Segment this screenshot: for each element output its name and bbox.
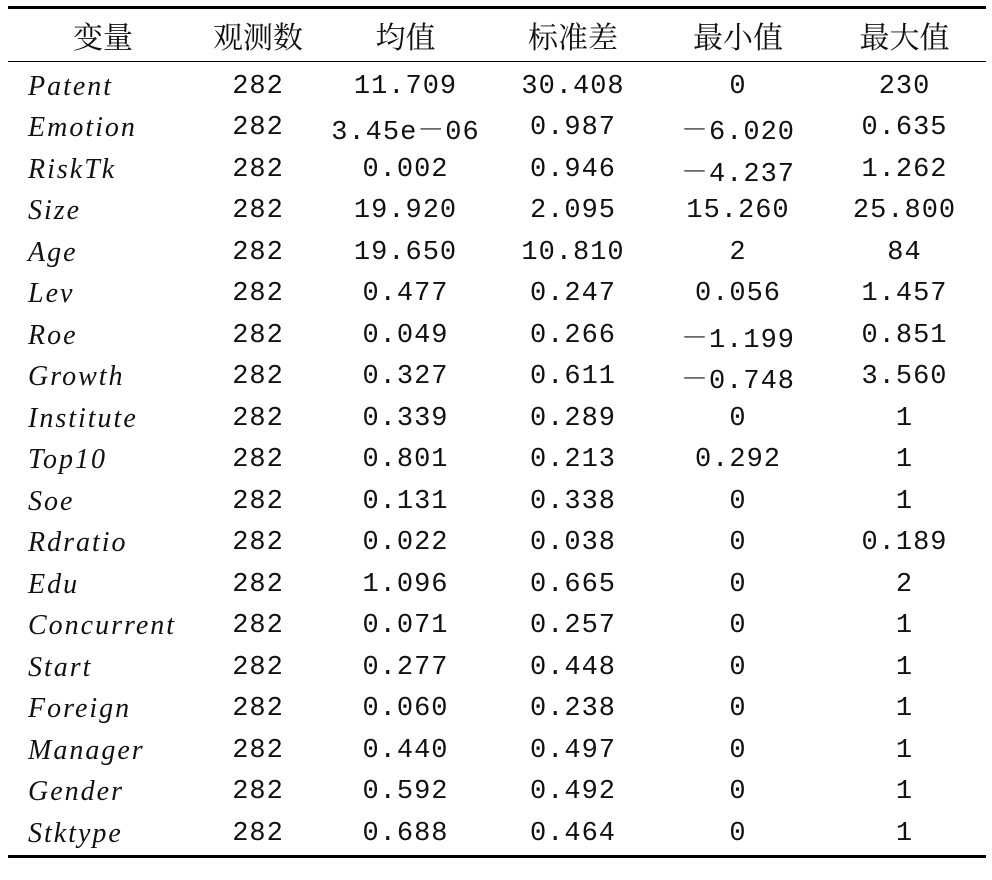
table-row xyxy=(8,606,986,648)
cell-observations: 282 xyxy=(232,652,284,683)
cell-mean: 0.071 xyxy=(362,611,449,642)
descriptive-statistics-table xyxy=(8,6,986,858)
table-row xyxy=(8,564,986,606)
cell-mean: 3.45e－06 xyxy=(331,118,480,149)
cell-max: 1 xyxy=(895,694,914,725)
cell-std-dev: 0.266 xyxy=(529,320,616,351)
cell-variable: Roe xyxy=(28,319,78,351)
cell-mean: 0.060 xyxy=(362,694,449,725)
cell-variable: Concurrent xyxy=(28,610,177,642)
cell-observations: 282 xyxy=(232,694,284,725)
cell-std-dev: 2.095 xyxy=(529,196,616,227)
cell-min: 0 xyxy=(729,611,747,642)
cell-std-dev: 0.946 xyxy=(529,154,616,185)
cell-mean: 19.920 xyxy=(353,196,458,227)
cell-std-dev: 0.257 xyxy=(529,611,616,642)
table-row xyxy=(8,191,986,233)
cell-std-dev: 0.289 xyxy=(529,403,616,434)
table-row xyxy=(8,315,986,357)
cell-max: 2 xyxy=(895,569,914,600)
cell-mean: 0.049 xyxy=(362,320,449,351)
cell-variable: Patent xyxy=(28,70,114,102)
cell-max: 1.262 xyxy=(861,154,948,185)
cell-max: 1 xyxy=(895,652,914,683)
cell-max: 84 xyxy=(887,237,922,268)
cell-min: 0 xyxy=(729,486,747,517)
cell-std-dev: 0.247 xyxy=(529,279,616,310)
cell-max: 0.851 xyxy=(861,320,948,351)
cell-variable: Emotion xyxy=(28,112,137,144)
table-row xyxy=(8,232,986,274)
cell-variable: Institute xyxy=(28,402,138,434)
cell-variable: Lev xyxy=(28,278,75,310)
cell-mean: 0.477 xyxy=(362,279,449,310)
cell-observations: 282 xyxy=(232,735,284,766)
cell-observations: 282 xyxy=(232,569,284,600)
cell-mean: 0.592 xyxy=(362,777,449,808)
header-std-dev: 标准差 xyxy=(528,21,618,56)
cell-observations: 282 xyxy=(232,528,284,559)
cell-variable: Size xyxy=(28,195,82,227)
cell-variable: Start xyxy=(28,651,93,683)
cell-max: 1 xyxy=(895,445,914,476)
cell-variable: Growth xyxy=(28,361,125,393)
cell-min: 0 xyxy=(729,403,747,434)
table-row xyxy=(8,274,986,316)
table-row xyxy=(8,689,986,731)
header-mean: 均值 xyxy=(375,21,436,56)
cell-max: 0.635 xyxy=(861,113,948,144)
stats-table-body xyxy=(8,62,986,855)
cell-min: 0 xyxy=(729,735,747,766)
cell-max: 1 xyxy=(895,818,914,849)
cell-mean: 11.709 xyxy=(353,71,458,102)
cell-std-dev: 10.810 xyxy=(521,237,625,268)
cell-std-dev: 0.213 xyxy=(529,445,616,476)
cell-mean: 0.327 xyxy=(362,362,449,393)
table-row xyxy=(8,149,986,191)
cell-mean: 0.277 xyxy=(362,652,449,683)
header-min: 最小值 xyxy=(693,21,783,56)
table-row xyxy=(8,62,986,108)
cell-min: －4.237 xyxy=(680,159,795,190)
cell-observations: 282 xyxy=(232,486,284,517)
stats-table xyxy=(8,9,986,61)
cell-min: 0 xyxy=(729,569,747,600)
cell-min: 0 xyxy=(729,777,747,808)
cell-mean: 0.022 xyxy=(362,528,449,559)
cell-observations: 282 xyxy=(232,113,284,144)
cell-mean: 19.650 xyxy=(353,237,458,268)
cell-std-dev: 0.038 xyxy=(529,528,616,559)
cell-observations: 282 xyxy=(232,362,284,393)
cell-min: －1.199 xyxy=(680,325,795,356)
cell-variable: Gender xyxy=(28,776,124,808)
table-row xyxy=(8,398,986,440)
cell-mean: 0.131 xyxy=(362,486,449,517)
table-row xyxy=(8,440,986,482)
cell-max: 230 xyxy=(878,71,931,102)
table-row xyxy=(8,357,986,399)
table-row xyxy=(8,647,986,689)
cell-std-dev: 0.611 xyxy=(529,362,616,393)
cell-variable: Foreign xyxy=(28,693,132,725)
cell-observations: 282 xyxy=(232,279,284,310)
cell-mean: 0.801 xyxy=(362,445,449,476)
header-row xyxy=(8,9,986,61)
table-row xyxy=(8,108,986,150)
cell-observations: 282 xyxy=(232,196,284,227)
cell-min: 0 xyxy=(729,818,747,849)
cell-max: 0.189 xyxy=(861,528,948,559)
header-observations: 观测数 xyxy=(213,21,303,56)
cell-min: －0.748 xyxy=(680,367,795,398)
cell-observations: 282 xyxy=(232,237,284,268)
cell-std-dev: 0.497 xyxy=(529,735,616,766)
cell-mean: 0.339 xyxy=(362,403,449,434)
cell-observations: 282 xyxy=(232,320,284,351)
cell-std-dev: 0.492 xyxy=(529,777,616,808)
cell-max: 1.457 xyxy=(861,279,948,310)
cell-min: －6.020 xyxy=(680,118,795,149)
cell-std-dev: 0.238 xyxy=(529,694,616,725)
cell-variable: Stktype xyxy=(28,817,123,849)
header-max: 最大值 xyxy=(859,21,950,56)
cell-observations: 282 xyxy=(232,403,284,434)
cell-min: 0.056 xyxy=(694,279,781,310)
cell-variable: Manager xyxy=(28,734,145,766)
cell-variable: Rdratio xyxy=(28,527,128,559)
cell-variable: Top10 xyxy=(28,444,108,476)
cell-min: 0 xyxy=(729,652,747,683)
cell-min: 0 xyxy=(729,528,747,559)
cell-max: 1 xyxy=(895,403,914,434)
cell-observations: 282 xyxy=(232,71,284,102)
cell-observations: 282 xyxy=(232,818,284,849)
cell-std-dev: 30.408 xyxy=(521,71,625,102)
cell-observations: 282 xyxy=(232,777,284,808)
cell-std-dev: 0.448 xyxy=(529,652,616,683)
cell-variable: RiskTk xyxy=(28,153,117,185)
cell-std-dev: 0.665 xyxy=(529,569,616,600)
cell-max: 1 xyxy=(895,486,914,517)
cell-max: 25.800 xyxy=(852,196,957,227)
cell-mean: 0.002 xyxy=(362,154,449,185)
cell-variable: Edu xyxy=(28,568,80,600)
cell-mean: 0.688 xyxy=(362,818,449,849)
cell-observations: 282 xyxy=(232,445,284,476)
header-variable: 变量 xyxy=(73,21,133,56)
cell-max: 1 xyxy=(895,611,914,642)
cell-min: 2 xyxy=(729,237,747,268)
cell-variable: Age xyxy=(28,236,78,268)
table-row xyxy=(8,772,986,814)
cell-max: 1 xyxy=(895,735,914,766)
cell-min: 15.260 xyxy=(686,196,790,227)
table-row xyxy=(8,730,986,772)
cell-observations: 282 xyxy=(232,611,284,642)
cell-mean: 1.096 xyxy=(362,569,449,600)
cell-min: 0 xyxy=(729,71,747,102)
cell-std-dev: 0.987 xyxy=(529,113,616,144)
cell-max: 3.560 xyxy=(861,362,948,393)
table-row xyxy=(8,813,986,855)
bottom-rule xyxy=(8,855,986,858)
cell-min: 0 xyxy=(729,694,747,725)
cell-max: 1 xyxy=(895,777,914,808)
cell-std-dev: 0.338 xyxy=(529,486,616,517)
cell-mean: 0.440 xyxy=(362,735,449,766)
table-row xyxy=(8,523,986,565)
cell-min: 0.292 xyxy=(694,445,781,476)
table-row xyxy=(8,481,986,523)
cell-observations: 282 xyxy=(232,154,284,185)
cell-std-dev: 0.464 xyxy=(529,818,616,849)
cell-variable: Soe xyxy=(28,485,75,517)
